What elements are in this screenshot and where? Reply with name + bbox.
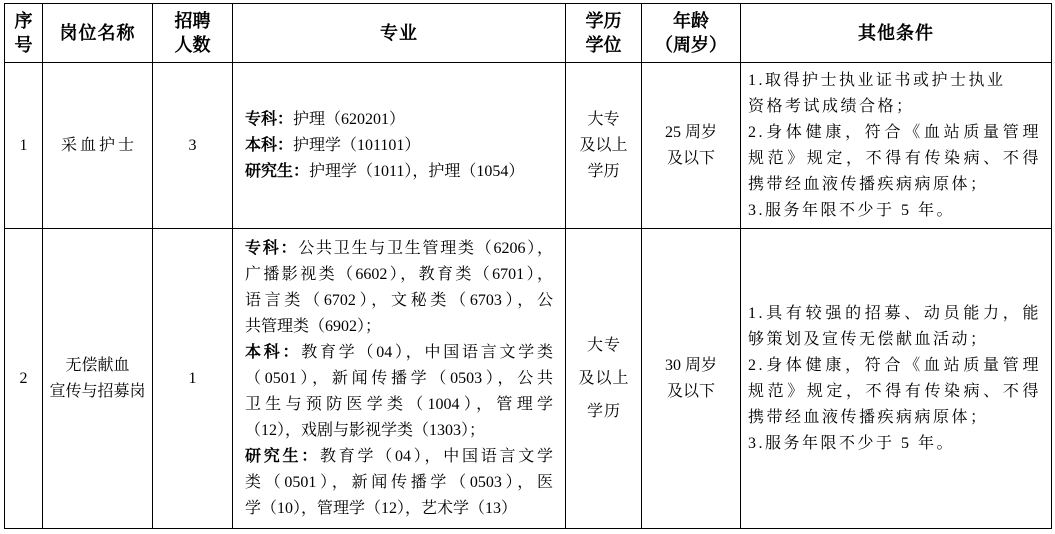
seq-number: 1 (19, 136, 28, 154)
cell-headcount (153, 229, 233, 529)
major-line (245, 444, 553, 470)
cell-education (566, 229, 642, 529)
cell-education (566, 63, 642, 229)
major-level-label: 专科： (245, 110, 294, 128)
education-line: 大专 (587, 110, 620, 128)
major-text: 护理（620201） (293, 110, 406, 128)
cell-age (642, 229, 741, 529)
cell-major (233, 63, 566, 229)
condition-line: 规范》规定，不得有传染病、不得 (748, 149, 1041, 167)
major-text: 公共卫生与卫生管理类（6206）， (298, 239, 553, 257)
cell-headcount (153, 63, 233, 229)
condition-line: 2.身体健康，符合《血站质量管理 (748, 356, 1041, 374)
major-line: 广播影视类（6602），教育类（6701）， (245, 265, 553, 283)
header-row (5, 4, 1052, 63)
condition-line: 3.服务年限不少于 5 年。 (748, 434, 956, 452)
condition-line: 2.身体健康，符合《血站质量管理 (748, 123, 1041, 141)
table-row (5, 229, 1052, 529)
header-education (566, 4, 642, 63)
headcount-value: 1 (188, 369, 197, 387)
cell-other (741, 229, 1052, 529)
age-line: 25 周岁 (664, 123, 717, 141)
recruitment-table (4, 3, 1052, 529)
major-level-label: 专科： (245, 239, 299, 257)
header-headcount (153, 4, 233, 63)
major-level-label: 研究生： (245, 447, 320, 465)
position-name: 采血护士 (60, 136, 137, 154)
education-line: 学历 (586, 403, 621, 420)
condition-line: 够策划及宣传无偿献血活动； (748, 330, 989, 348)
header-seq-line: 号 (14, 35, 33, 55)
table-row (5, 63, 1052, 229)
position-name-line: 宣传与招募岗 (49, 382, 146, 400)
condition-line: 1.取得护士执业证书或护士执业 (748, 71, 1006, 89)
major-line: （12），戏剧与影视学类（1303）； (245, 421, 486, 439)
education-line: 学历 (587, 162, 620, 180)
header-education-line: 学历 (585, 11, 622, 31)
major-line (245, 340, 553, 366)
major-line: （0501），新闻传播学（0503），公共 (245, 369, 553, 387)
major-text: 教育学（04），中国语言文学类 (301, 343, 553, 361)
header-education-line: 学位 (585, 35, 622, 55)
major-level-label: 本科： (245, 136, 294, 154)
header-seq (5, 4, 43, 63)
condition-line: 3.服务年限不少于 5 年。 (748, 201, 956, 219)
condition-line: 携带经血液传播疾病病原体； (748, 175, 989, 193)
major-level-label: 研究生： (245, 162, 310, 180)
age-line: 及以下 (666, 149, 715, 167)
major-line (245, 159, 553, 185)
header-age-line: （周岁） (655, 35, 727, 55)
header-major-label: 专业 (380, 23, 418, 43)
major-line: 类（0501），新闻传播学（0503），医 (245, 473, 553, 491)
header-headcount-line: 人数 (174, 35, 211, 55)
cell-other (741, 63, 1052, 229)
condition-line: 1.具有较强的招募、动员能力，能 (748, 304, 1041, 322)
cell-seq (5, 63, 43, 229)
major-line: 卫生与预防医学类（1004），管理学 (245, 395, 553, 413)
major-line (245, 133, 553, 159)
condition-line: 资格考试成绩合格； (748, 97, 915, 115)
major-level-label: 本科： (245, 343, 302, 361)
cell-seq (5, 229, 43, 529)
major-line (245, 107, 553, 133)
major-line: 共管理类（6902）； (245, 317, 382, 335)
cell-age (642, 63, 741, 229)
header-other (741, 4, 1052, 63)
major-line: 语言类（6702），文秘类（6703），公 (245, 291, 553, 309)
major-text: 教育学（04），中国语言文学 (320, 447, 553, 465)
header-position-label: 岗位名称 (59, 23, 136, 43)
header-age-line: 年龄 (673, 11, 709, 31)
education-line: 及以上 (578, 370, 630, 387)
header-age (642, 4, 741, 63)
age-line: 及以下 (666, 382, 715, 400)
header-other-label: 其他条件 (858, 23, 934, 43)
major-text: 护理学（1011），护理（1054） (309, 162, 525, 180)
cell-position (43, 63, 153, 229)
cell-major (233, 229, 566, 529)
major-text: 护理学（101101） (293, 136, 421, 154)
header-headcount-line: 招聘 (174, 11, 211, 31)
header-position (43, 4, 153, 63)
header-seq-line: 序 (14, 11, 33, 31)
education-line: 及以上 (579, 136, 628, 154)
condition-line: 规范》规定，不得有传染病、不得 (748, 382, 1041, 400)
major-line (245, 236, 553, 262)
position-name-line: 无偿献血 (65, 356, 130, 374)
headcount-value: 3 (188, 136, 197, 154)
header-major (233, 4, 566, 63)
major-line: 学（10），管理学（12），艺术学（13） (245, 499, 518, 517)
age-line: 30 周岁 (664, 356, 717, 374)
education-line: 大专 (586, 337, 621, 354)
condition-line: 携带经血液传播疾病病原体； (748, 408, 989, 426)
cell-position (43, 229, 153, 529)
seq-number: 2 (19, 369, 28, 387)
